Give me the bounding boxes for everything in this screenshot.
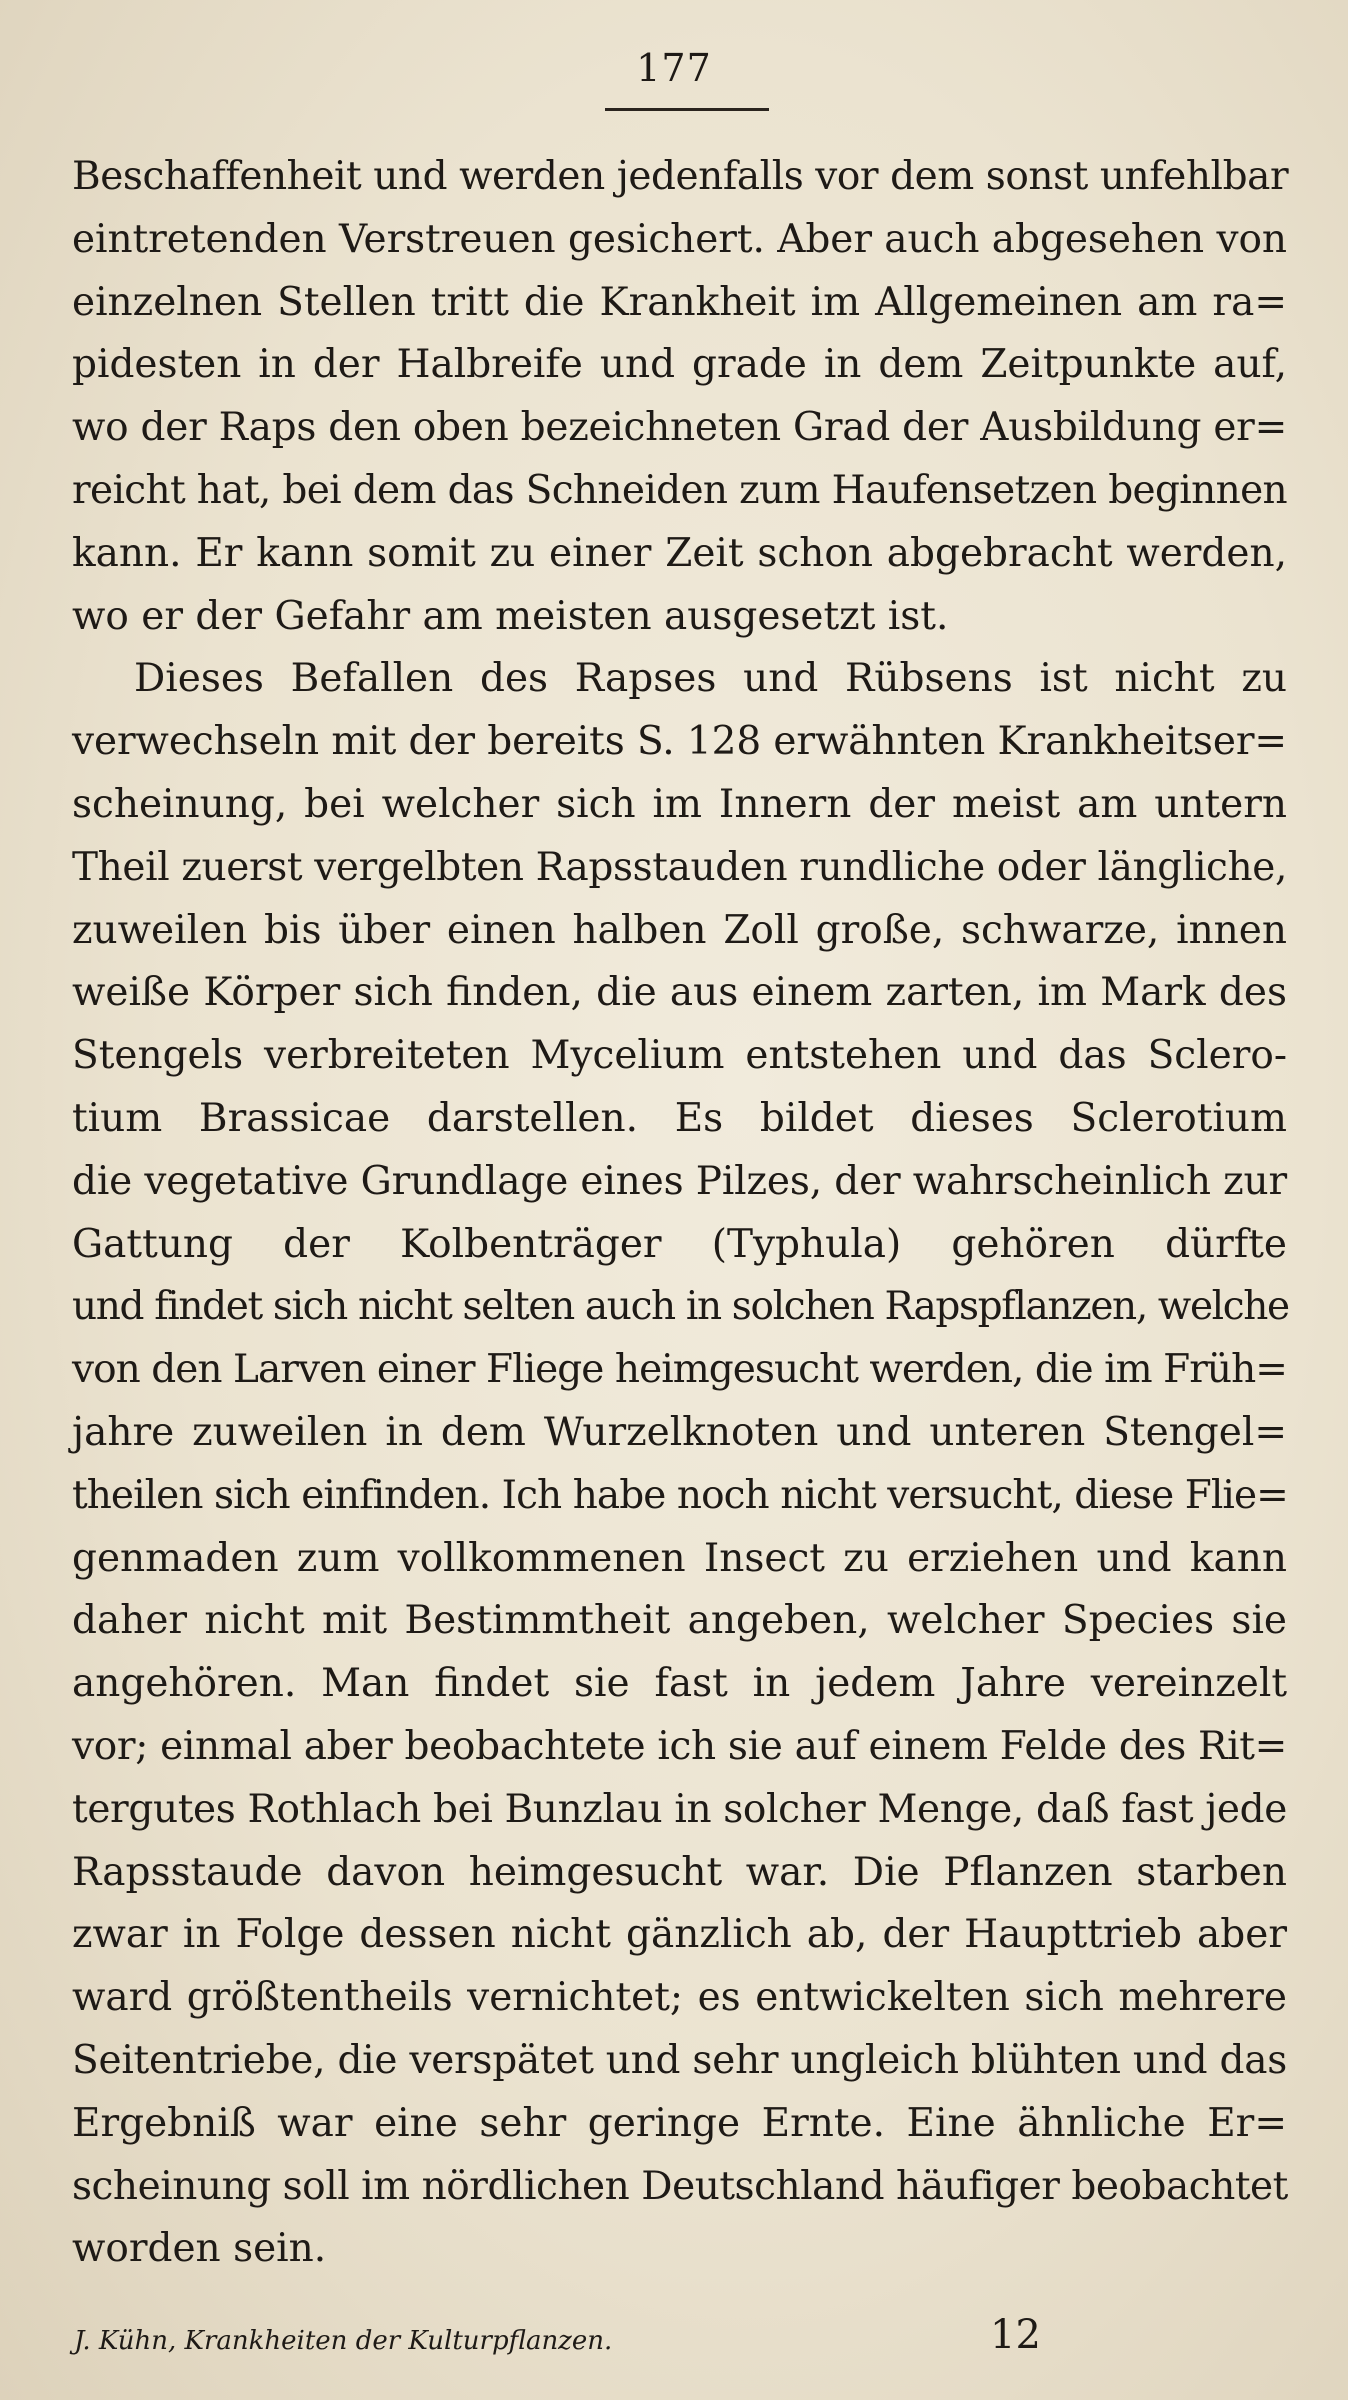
text-line: weiße Körper sich finden, die aus einem zarten, im Mark des — [72, 970, 1287, 1016]
text-line: reicht hat, bei dem das Schneiden zum Haufensetzen beginnen — [72, 467, 1287, 513]
text-line: Theil zuerst vergelbten Rapsstauden rundliche oder längliche, — [72, 844, 1287, 890]
text-line: zuweilen bis über einen halben Zoll große, schwarze, innen — [72, 907, 1287, 953]
text-line: theilen sich einfinden. Ich habe noch nicht versucht, diese Flie= — [72, 1472, 1288, 1518]
text-line: zwar in Folge dessen nicht gänzlich ab, der Haupttrieb aber — [72, 1912, 1287, 1958]
text-line: tium Brassicae darstellen. Es bildet dieses Sclerotium — [72, 1095, 1287, 1141]
text-line: eintretenden Verstreuen gesichert. Aber auch abgesehen von — [72, 216, 1287, 262]
text-line: wo der Raps den oben bezeichneten Grad der Ausbildung er= — [72, 405, 1287, 451]
footer-signature: J. Kühn, Krankheiten der Kulturpflanzen. — [74, 2326, 613, 2356]
body-text — [72, 146, 1287, 2281]
text-line: ward größtentheils vernichtet; es entwickelten sich mehrere — [72, 1975, 1287, 2021]
text-line: verwechseln mit der bereits S. 128 erwähnten Krankheitser= — [72, 719, 1287, 765]
text-line: Gattung der Kolbenträger (Typhula) gehören dürfte — [72, 1221, 1287, 1267]
text-line: Dieses Befallen des Rapses und Rübsens ist nicht zu — [134, 656, 1287, 702]
text-line: pidesten in der Halbreife und grade in dem Zeitpunkte auf, — [72, 342, 1287, 388]
text-line: einzelnen Stellen tritt die Krankheit im Allgemeinen am ra= — [72, 279, 1287, 325]
text-line: genmaden zum vollkommenen Insect zu erziehen und kann — [72, 1535, 1287, 1581]
text-line: wo er der Gefahr am meisten ausgesetzt ist. — [72, 593, 949, 639]
text-line: scheinung, bei welcher sich im Innern der meist am untern — [72, 781, 1287, 827]
text-line: Seitentriebe, die verspätet und sehr ungleich blühten und das — [72, 2037, 1287, 2083]
text-line: worden sein. — [72, 2226, 327, 2272]
text-line: von den Larven einer Fliege heimgesucht werden, die im Früh= — [72, 1347, 1287, 1393]
page-number: 177 — [636, 46, 712, 90]
text-line: kann. Er kann somit zu einer Zeit schon abgebracht werden, — [72, 530, 1287, 576]
text-line: Stengels verbreiteten Mycelium entstehen und das Sclero- — [72, 1033, 1287, 1079]
text-line: vor; einmal aber beobachtete ich sie auf einem Felde des Rit= — [72, 1723, 1287, 1769]
text-line: scheinung soll im nördlichen Deutschland häufiger beobachtet — [72, 2163, 1288, 2209]
text-line: und findet sich nicht selten auch in solchen Rapspflanzen, welche — [72, 1284, 1289, 1330]
text-line: daher nicht mit Bestimmtheit angeben, welcher Species sie — [72, 1598, 1287, 1644]
text-line: jahre zuweilen in dem Wurzelknoten und unteren Stengel= — [72, 1409, 1287, 1455]
text-line: Beschaffenheit und werden jedenfalls vor dem sonst unfehlbar — [72, 154, 1289, 199]
text-line: tergutes Rothlach bei Bunzlau in solcher Menge, daß fast jede — [72, 1786, 1287, 1832]
text-line: die vegetative Grundlage eines Pilzes, der wahrscheinlich zur — [72, 1158, 1287, 1204]
footer-signature-number: 12 — [990, 2312, 1041, 2358]
text-line: angehören. Man findet sie fast in jedem Jahre vereinzelt — [72, 1661, 1287, 1707]
text-line: Rapsstaude davon heimgesucht war. Die Pflanzen starben — [72, 1849, 1287, 1895]
header-rule — [605, 108, 769, 111]
text-line: Ergebniß war eine sehr geringe Ernte. Eine ähnliche Er= — [72, 2100, 1287, 2146]
